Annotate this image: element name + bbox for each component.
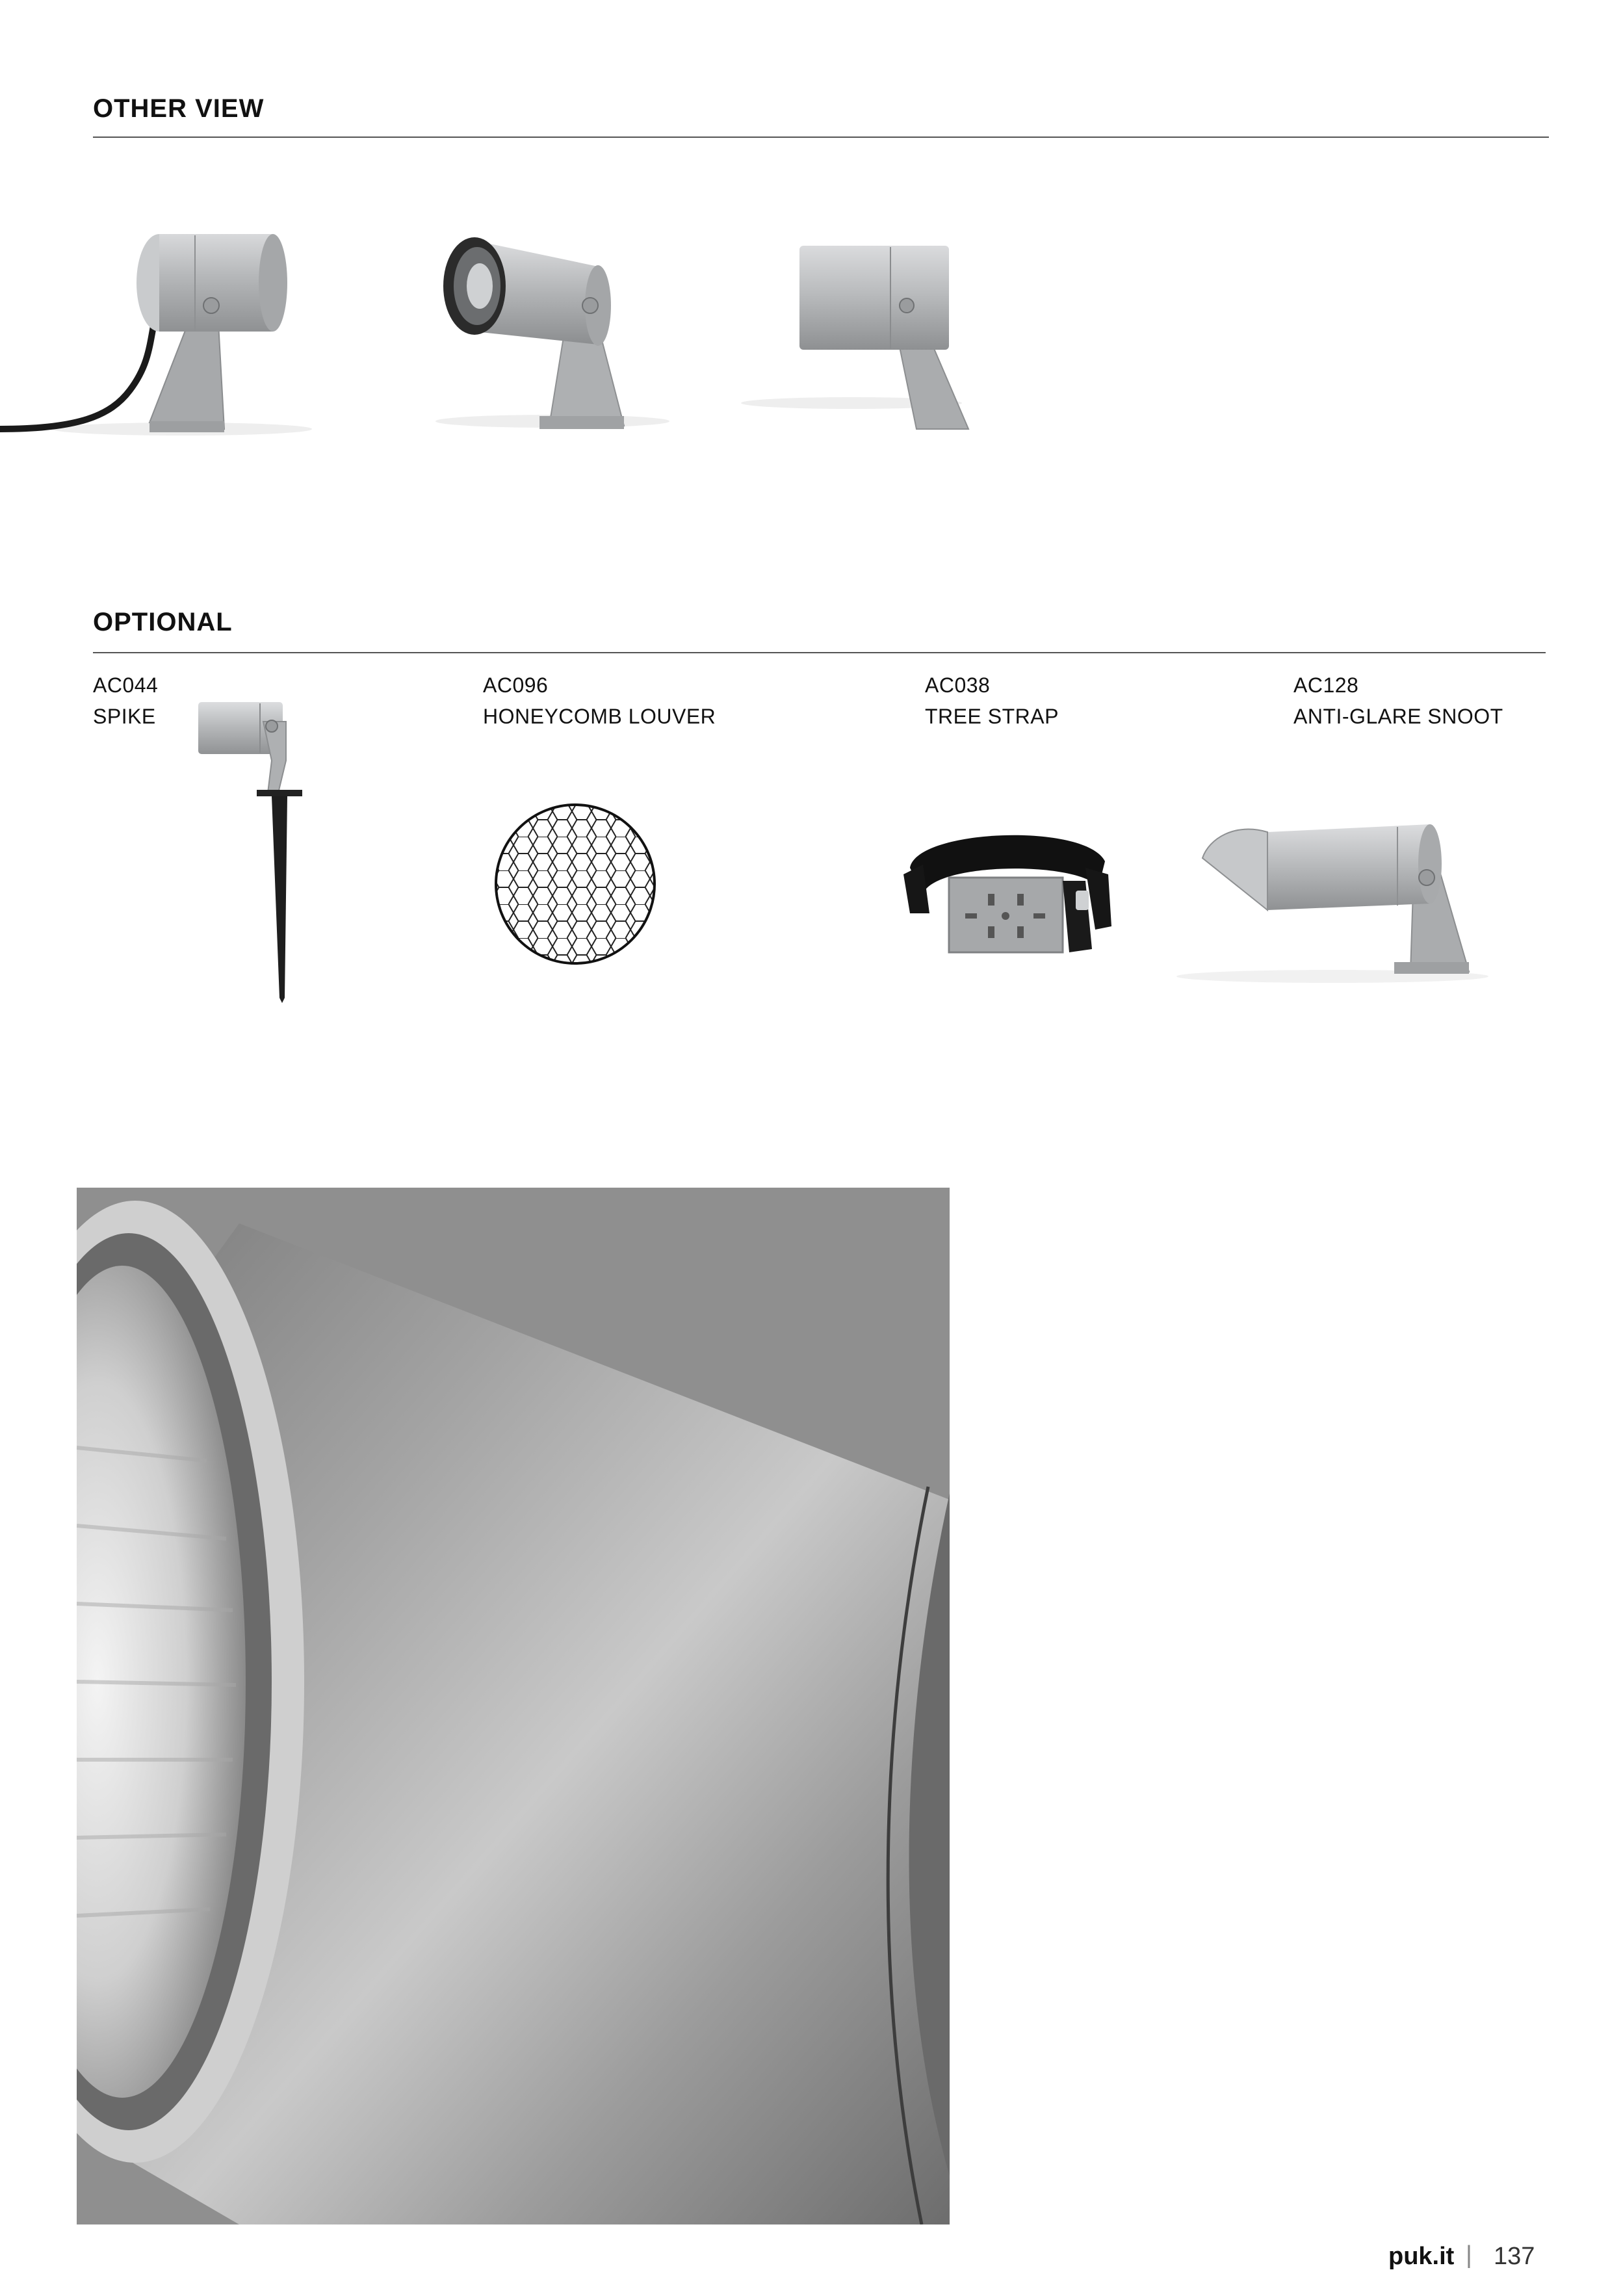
optional-item-name: SPIKE <box>93 705 156 728</box>
optional-item-code: AC128 <box>1293 673 1359 697</box>
optional-divider <box>93 652 1546 653</box>
optional-item-code: AC044 <box>93 673 159 697</box>
optional-item-name: TREE STRAP <box>925 705 1059 728</box>
other-view-title: OTHER VIEW <box>93 94 265 123</box>
optional-item-name: ANTI-GLARE SNOOT <box>1293 705 1503 728</box>
other-view-divider <box>93 137 1549 138</box>
product-view-side-cable <box>0 215 338 462</box>
tree-strap-icon <box>890 816 1124 978</box>
product-view-side <box>747 215 994 462</box>
optional-title: OPTIONAL <box>93 608 233 636</box>
optional-item-code: AC038 <box>925 673 991 697</box>
product-closeup-photo <box>77 1188 950 2224</box>
optional-item-name: HONEYCOMB LOUVER <box>483 705 716 728</box>
footer-separator: | <box>1466 2241 1472 2269</box>
optional-item-snoot-label <box>1293 670 1503 732</box>
product-view-front <box>409 215 669 462</box>
anti-glare-snoot-icon <box>1170 813 1495 995</box>
spike-icon <box>195 699 312 1004</box>
optional-item-code: AC096 <box>483 673 549 697</box>
optional-item-honeycomb-label <box>483 670 716 732</box>
optional-item-spike-label <box>93 670 158 732</box>
footer-site: puk.it <box>1388 2243 1455 2270</box>
honeycomb-louver-icon <box>494 803 656 965</box>
optional-item-tree-strap-label <box>925 670 1059 732</box>
page-number: 137 <box>1494 2243 1535 2270</box>
